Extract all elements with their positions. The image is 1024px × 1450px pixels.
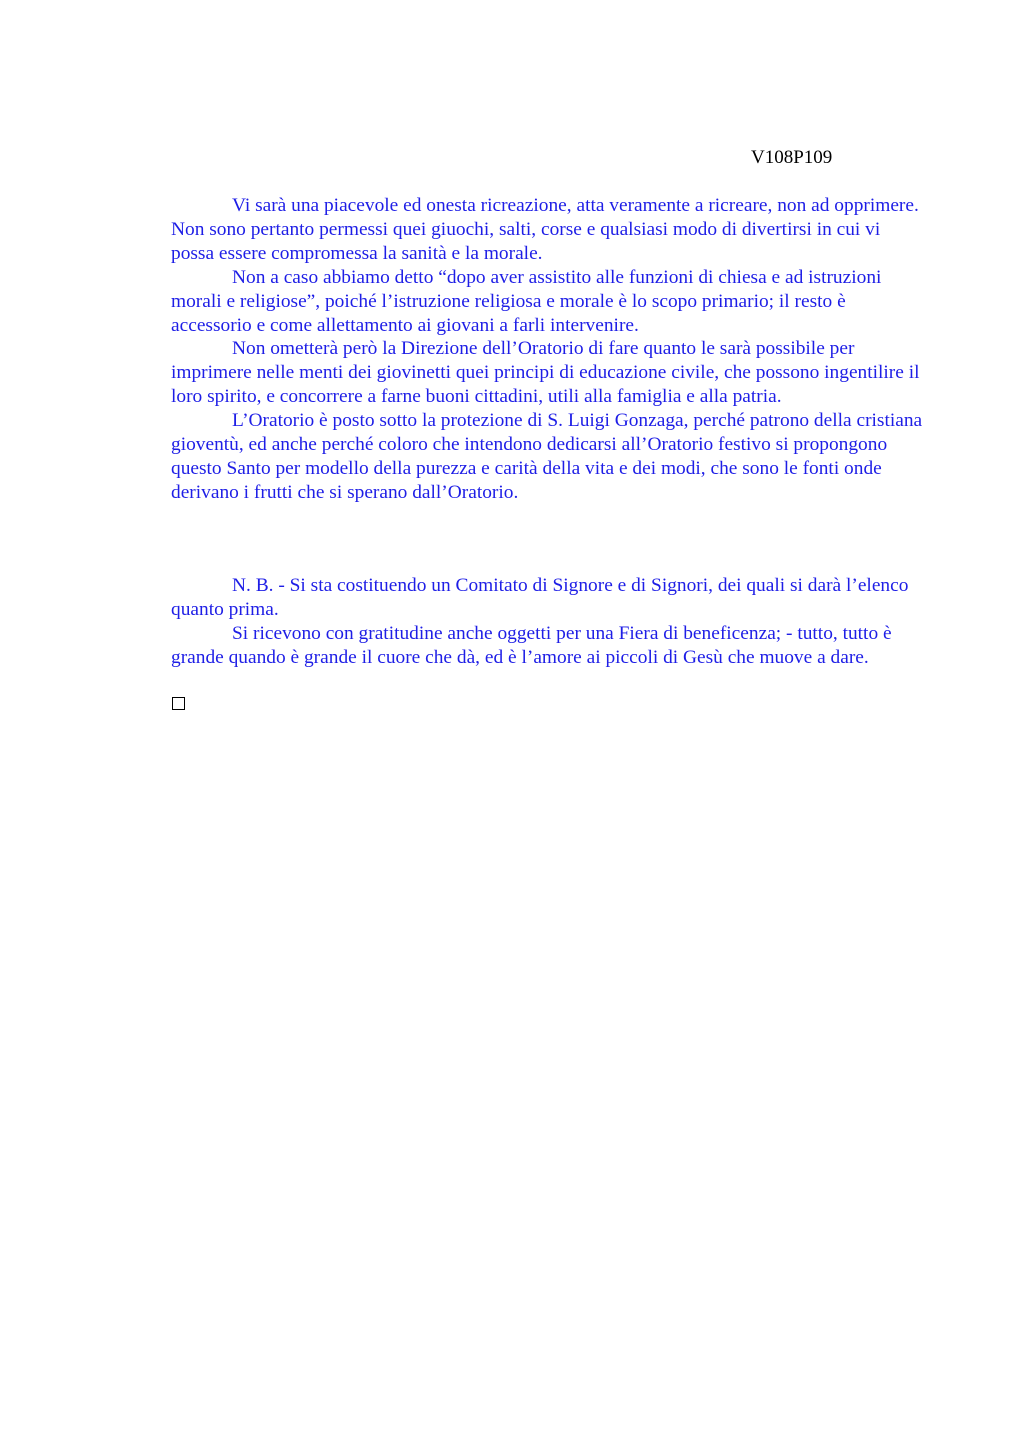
paragraph-charity-fair: Si ricevono con gratitudine anche oggetti per una Fiera di beneficenza; - tutto, tutto è grande quando è grande il cuore che dà, ed è l’amore ai piccoli di Gesù che muove a dare.	[171, 622, 892, 668]
paragraph-religious-instruction: Non a caso abbiamo detto “dopo aver assistito alle funzioni di chiesa e ad istruzioni morali e religiose”, poiché l’istruzione religiosa e morale è lo scopo primario; il resto è accessorio e come allettamento ai giovani a farli intervenire.	[171, 266, 882, 336]
paragraph-civil-education: Non ometterà però la Direzione dell’Oratorio di fare quanto le sarà possibile per imprimere nelle menti dei giovinetti quei principi di educazione civile, che possono ingentilire il loro spirito, e concorrere a farne buoni cittadini, utili alla famiglia e alla patria.	[171, 338, 920, 408]
paragraph-recreation: Vi sarà una piacevole ed onesta ricreazione, atta veramente a ricreare, non ad opprimere. Non sono pertanto permessi quei giuochi, salti, corse e qualsiasi modo di divertirsi in cui vi possa essere compromessa la sanità e la morale.	[171, 195, 919, 264]
page-identifier: V108P109	[751, 147, 833, 168]
paragraph-patron-saint: L’Oratorio è posto sotto la protezione di S. Luigi Gonzaga, perché patrono della cristiana gioventù, ed anche perché coloro che intendono dedicarsi all’Oratorio festivo si propongono questo Santo per modello della purezza e carità della vita e dei modi, che sono le fonti onde derivano i frutti che si sperano dall’Oratorio.	[171, 410, 923, 503]
end-of-text-box-icon	[172, 697, 185, 710]
main-text-section	[171, 194, 927, 505]
note-section	[171, 574, 927, 670]
paragraph-committee-note: N. B. - Si sta costituendo un Comitato di Signore e di Signori, dei quali si darà l’elenco quanto prima.	[171, 575, 909, 620]
